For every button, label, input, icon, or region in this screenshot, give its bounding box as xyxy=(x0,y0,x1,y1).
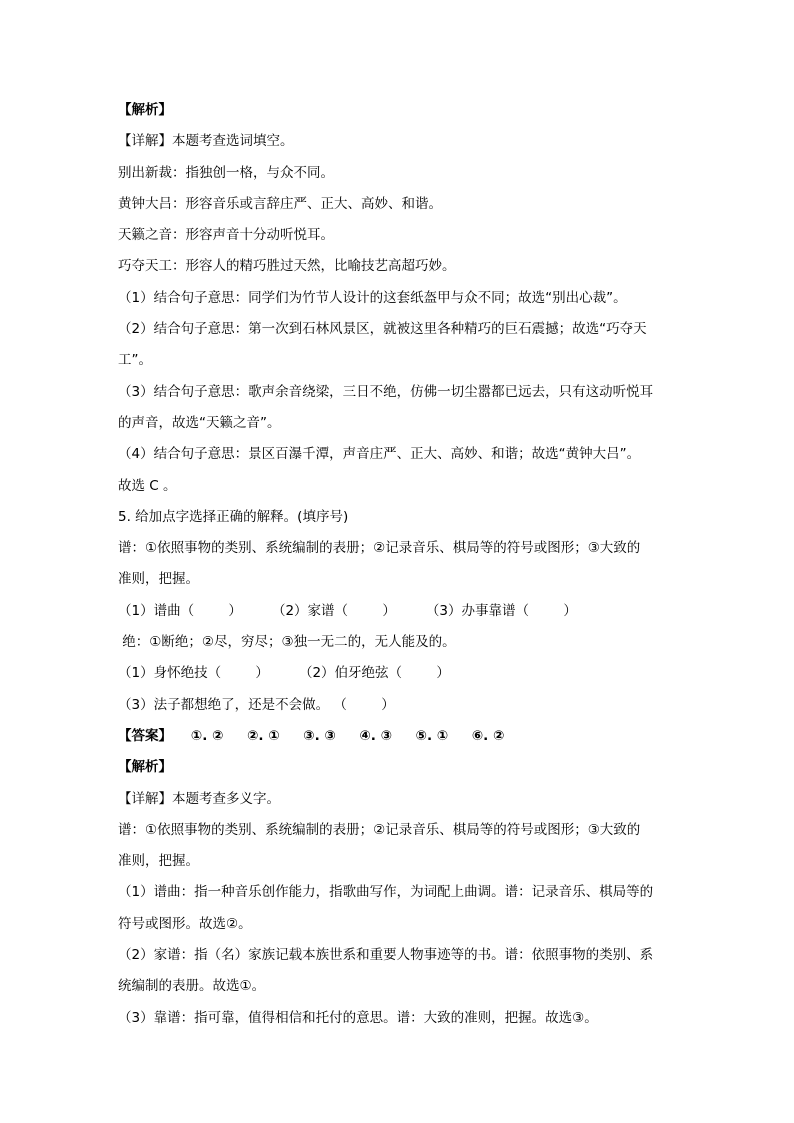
text-line: 天籁之音：形容声音十分动听悦耳。 xyxy=(118,227,334,244)
text-line: 准则，把握。 xyxy=(118,571,199,588)
text-line: 【答案】 ①. ② ②. ① ③. ③ ④. ③ ⑤. ① ⑥. ② xyxy=(118,727,505,744)
text-line: 故选 C 。 xyxy=(118,477,177,494)
text-line: （3）法子都想绝了，还是不会做。 （ ） xyxy=(118,696,395,713)
text-line: （1）谱曲：指一种音乐创作能力，指歌曲写作，为词配上曲调。谱：记录音乐、棋局等的 xyxy=(118,884,654,901)
document-page xyxy=(118,95,688,1034)
text-line: 准则，把握。 xyxy=(118,853,199,870)
text-line: （3）靠谱：指可靠，值得相信和托付的意思。谱：大致的准则，把握。故选③。 xyxy=(118,1009,598,1026)
text-line: （4）结合句子意思：景区百瀑千潭，声音庄严、正大、高妙、和谐；故选“黄钟大吕”。 xyxy=(118,446,641,463)
text-line: 工”。 xyxy=(118,352,152,369)
text-line: 【详解】本题考查选词填空。 xyxy=(118,133,294,150)
text-line: （2）结合句子意思：第一次到石林风景区，就被这里各种精巧的巨石震撼；故选“巧夺天 xyxy=(118,321,647,338)
text-line: （1）身怀绝技（ ） （2）伯牙绝弦（ ） xyxy=(118,665,450,682)
text-line: （3）结合句子意思：歌声余音绕梁，三日不绝，仿佛一切尘嚣都已远去，只有这动听悦耳 xyxy=(118,383,654,400)
text-line: 巧夺天工：形容人的精巧胜过天然，比喻技艺高超巧妙。 xyxy=(118,258,456,275)
text-line: （1）结合句子意思：同学们为竹节人设计的这套纸盔甲与众不同；故选“别出心裁”。 xyxy=(118,289,627,306)
text-line: 别出新裁：指独创一格，与众不同。 xyxy=(118,164,334,181)
text-line: 统编制的表册。故选①。 xyxy=(118,978,266,995)
text-line: 黄钟大吕：形容音乐或言辞庄严、正大、高妙、和谐。 xyxy=(118,195,442,212)
text-line: 绝：①断绝；②尽，穷尽；③独一无二的，无人能及的。 xyxy=(118,634,456,651)
text-line: 谱：①依照事物的类别、系统编制的表册；②记录音乐、棋局等的符号或图形；③大致的 xyxy=(118,540,641,557)
text-line: 【解析】 xyxy=(118,102,172,118)
text-line: 谱：①依照事物的类别、系统编制的表册；②记录音乐、棋局等的符号或图形；③大致的 xyxy=(118,821,641,838)
text-line: 【详解】本题考查多义字。 xyxy=(118,790,280,807)
text-line: 【解析】 xyxy=(118,759,172,776)
text-line: 5. 给加点字选择正确的解释。(填序号) xyxy=(118,508,349,525)
text-line: （2）家谱：指（名）家族记载本族世系和重要人物事迹等的书。谱：依照事物的类别、系 xyxy=(118,947,654,964)
text-line: （1）谱曲（ ） （2）家谱（ ） （3）办事靠谱（ ） xyxy=(118,602,577,619)
text-line: 符号或图形。故选②。 xyxy=(118,915,252,932)
text-line: 的声音，故选“天籁之音”。 xyxy=(118,414,281,431)
